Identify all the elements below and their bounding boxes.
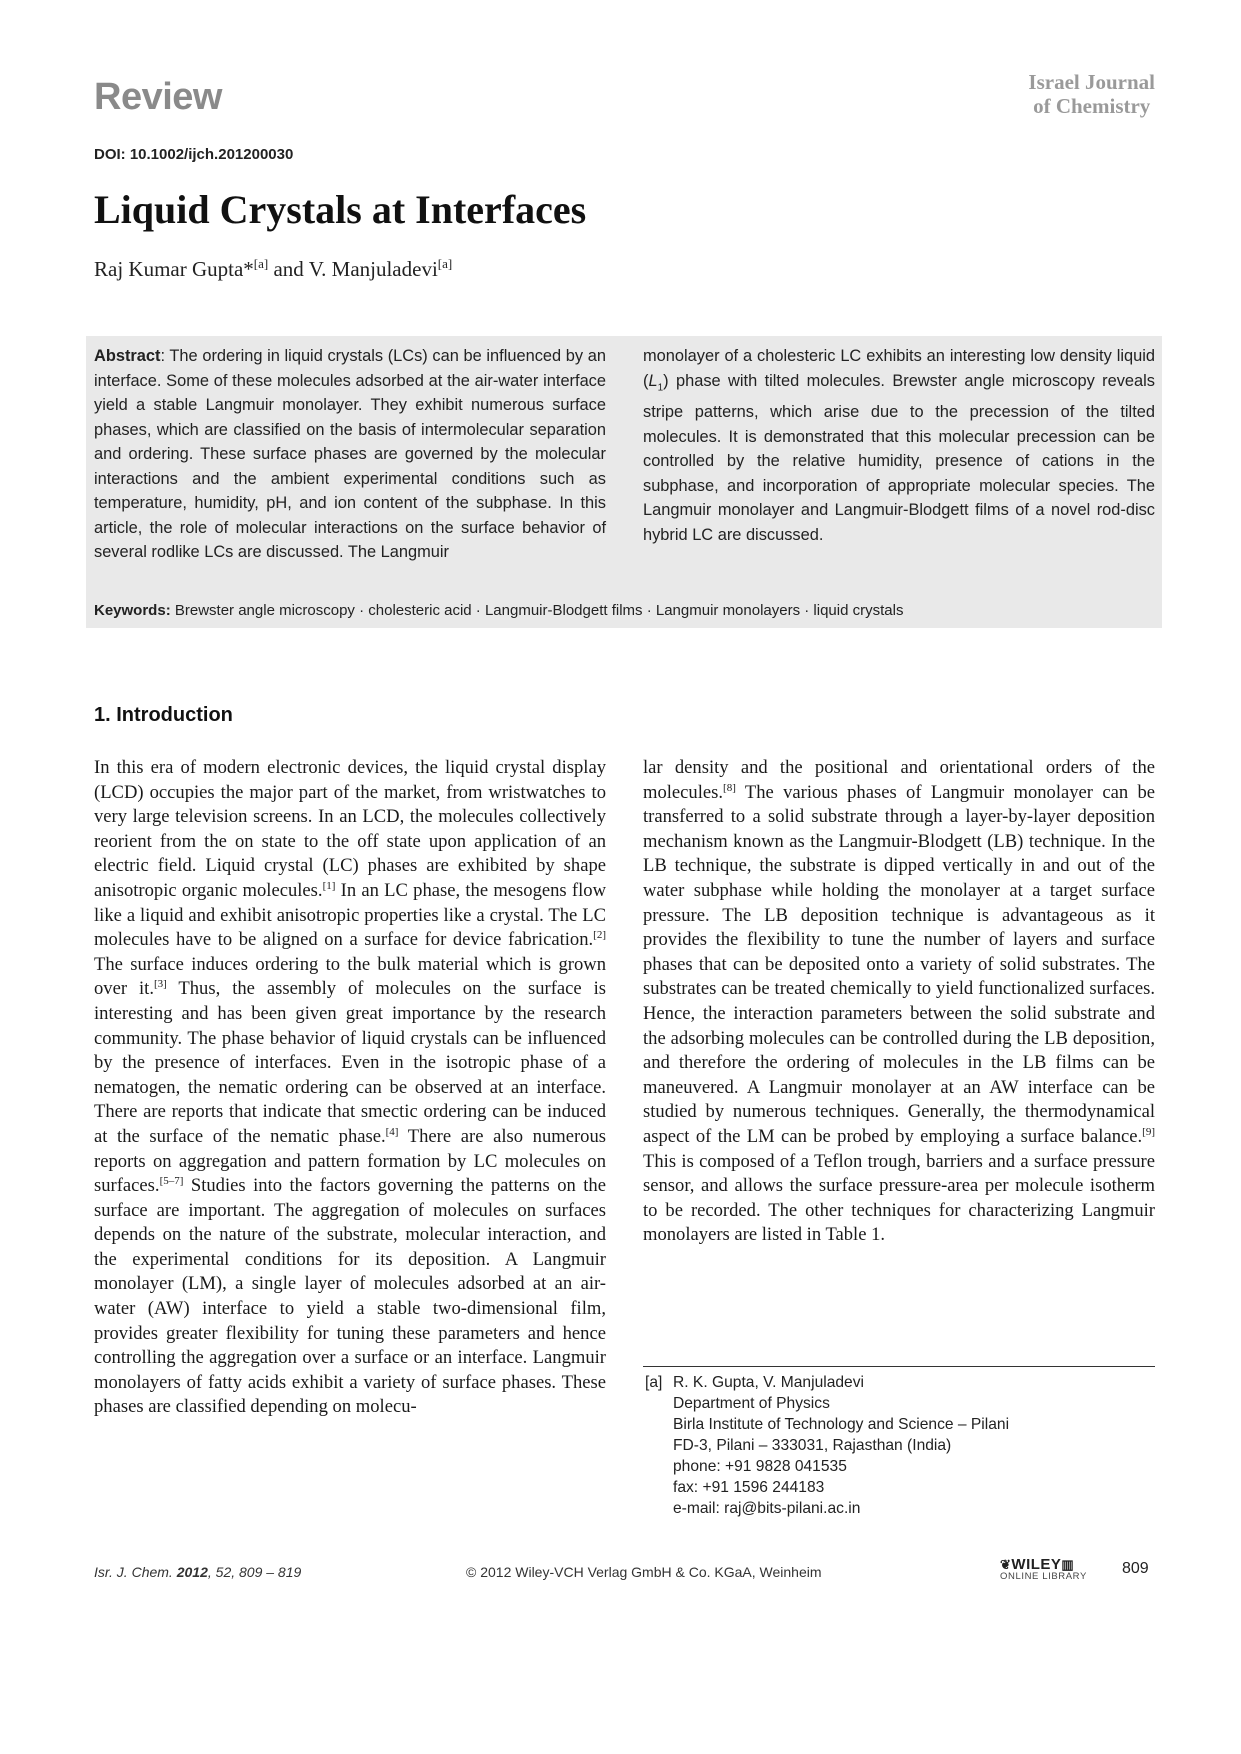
page-number: 809	[1122, 1560, 1149, 1577]
article-title: Liquid Crystals at Interfaces	[94, 187, 587, 232]
affiliation-line: FD-3, Pilani – 333031, Rajasthan (India)	[673, 1437, 952, 1454]
journal-name-line2: of Chemistry	[1033, 94, 1151, 118]
citation-ref[interactable]: [1]	[322, 879, 336, 892]
publisher-name: WILEY	[1011, 1556, 1062, 1573]
footer-citation	[94, 1564, 301, 1580]
affiliation-tag: [a]	[645, 1374, 663, 1391]
body-text: In this era of modern electronic devices, the liquid crystal display (LCD) occupies the major part of the market, from wristwatches to very large television screens. In an LCD, the molecules collectively reorient from the on state to the off state upon application of an electric field. Liquid crystal (LC) phases are exhibited by shape anisotropic organic molecules.	[94, 757, 606, 901]
affiliation-lines	[673, 1372, 1155, 1519]
phase-subscript: 1	[657, 381, 664, 393]
publisher-subtitle: ONLINE LIBRARY	[1000, 1571, 1087, 1582]
footer-year: 2012	[176, 1564, 208, 1580]
body-text: Thus, the assembly of molecules on the surface is interesting and has been given great importance by the research community. The phase behavior of liquid crystals can be influenced by the presence of interfaces. Even in the isotropic phase of a nematogen, the nematic ordering can be observed at an interface. There are reports that indicate that smectic ordering can be induced at the surface of the nematic phase.	[94, 978, 606, 1147]
body-text: In an LC phase, the mesogens flow like a liquid and exhibit anisotropic properties like a crystal. The LC molecules have to be aligned on a surface for device fabrication.	[94, 879, 606, 951]
affiliation-divider	[643, 1366, 1155, 1367]
keywords	[94, 602, 1154, 619]
abstract-text: The ordering in liquid crystals (LCs) can be influenced by an interface. Some of these molecules adsorbed at the air-water interface yield a stable Langmuir monolayer. They exhibit numerous surface phases, which are classified on the basis of intermolecular separation and ordering. These surface phases are governed by the molecular interactions and the ambient experimental conditions such as temperature, humidity, pH, and ion content of the subphase. In this article, the role of molecular interactions on the surface behavior of several rodlike LCs are discussed. The Langmuir	[94, 347, 606, 561]
abstract-column-2	[643, 344, 1155, 547]
section-label: Review	[94, 76, 222, 118]
section-heading-introduction: 1. Introduction	[94, 704, 233, 726]
author-conjunction: and	[268, 257, 309, 281]
abstract-label-separator: :	[160, 347, 170, 365]
journal-name	[1028, 70, 1155, 118]
affiliation-line: phone: +91 9828 041535	[673, 1458, 847, 1475]
author-name: V. Manjuladevi	[308, 257, 438, 281]
abstract-text: ) phase with tilted molecules. Brewster angle microscopy reveals stripe patterns, which arise due to the precession of the tilted molecules. It is demonstrated that this molecular precession can be controlled by the relative humidity, presence of cations in the subphase, and incorporation of appropriate molecular species. The Langmuir monolayer and Langmuir-Blodgett films of a novel rod-disc hybrid LC are discussed.	[643, 371, 1155, 544]
keywords-label: Keywords:	[94, 602, 171, 619]
doi[interactable]: DOI: 10.1002/ijch.201200030	[94, 146, 294, 163]
body-text: Studies into the factors governing the patterns on the surface are important. The aggregation of molecules on surfaces depends on the nature of the substrate, molecular interaction, and the experimental conditions for its deposition. A Langmuir monolayer (LM), a single layer of molecules adsorbed at an air-water (AW) interface to yield a stable two-dimensional film, provides greater flexibility for tuning these parameters and hence controlling the aggregation over a surface or an interface. Langmuir monolayers of fatty acids exhibit a variety of surface phases. These phases are classified depending on molecu-	[94, 1175, 606, 1418]
affiliation-block	[643, 1372, 1155, 1519]
journal-name-line1: Israel Journal	[1028, 70, 1155, 94]
citation-ref[interactable]: [9]	[1142, 1125, 1155, 1138]
footer-copyright: © 2012 Wiley-VCH Verlag GmbH & Co. KGaA, Weinheim	[466, 1564, 822, 1580]
author-list	[94, 256, 452, 282]
abstract-column-1	[94, 344, 606, 565]
body-text: lar density and the positional and orientational orders of the molecules.	[643, 757, 1155, 803]
publisher-mark-icon: ❦	[1000, 1557, 1012, 1572]
phase-symbol: L	[648, 371, 658, 390]
body-column-1	[94, 756, 606, 1420]
abstract-text: monolayer of a cholesteric LC exhibits an interesting low density liquid (	[643, 347, 1155, 390]
affiliation-line: fax: +91 1596 244183	[673, 1479, 825, 1496]
affiliation-email[interactable]: e-mail: raj@bits-pilani.ac.in	[673, 1500, 861, 1517]
body-text: This is composed of a Teflon trough, barriers and a surface pressure sensor, and allows the surface pressure-area per molecule isotherm to be recorded. The other techniques for characterizing Langmuir monolayers are listed in Table 1.	[643, 1150, 1155, 1246]
citation-ref[interactable]: [4]	[385, 1125, 399, 1138]
affiliation-line: Department of Physics	[673, 1395, 830, 1412]
body-column-2	[643, 756, 1155, 1248]
affiliation-marker: [a]	[437, 256, 453, 271]
body-text: The surface induces ordering to the bulk material which is grown over it.	[94, 953, 606, 1000]
affiliation-line: R. K. Gupta, V. Manjuladevi	[673, 1374, 864, 1391]
footer-volume-pages: , 52, 809 – 819	[207, 1564, 302, 1580]
affiliation-marker: [a]	[253, 256, 269, 271]
affiliation-line: Birla Institute of Technology and Science – Pilani	[673, 1416, 1010, 1433]
library-books-icon: ▥	[1061, 1557, 1075, 1572]
citation-ref[interactable]: [8]	[723, 781, 736, 794]
citation-ref[interactable]: [2]	[593, 928, 606, 941]
abstract-label: Abstract	[94, 347, 161, 365]
keywords-text: Brewster angle microscopy · cholesteric acid · Langmuir-Blodgett films · Langmuir monolayers · liquid crystals	[174, 602, 904, 619]
footer-journal-abbr: Isr. J. Chem.	[94, 1564, 177, 1580]
citation-ref[interactable]: [3]	[153, 978, 167, 991]
publisher-logo[interactable]	[1000, 1556, 1100, 1582]
body-text: There are also numerous reports on aggregation and pattern formation by LC molecules on surfaces.	[94, 1125, 606, 1197]
author-name: Raj Kumar Gupta*	[94, 257, 254, 281]
body-text: The various phases of Langmuir monolayer can be transferred to a solid substrate through a layer-by-layer deposition mechanism known as the Langmuir-Blodgett (LB) technique. In the LB technique, the substrate is dipped vertically in and out of the water subphase while holding the monolayer at a target surface pressure. The LB deposition technique is advantageous as it provides the flexibility to tune the number of layers and surface phases that can be deposited onto a variety of solid substrates. The substrates can be treated chemically to yield functionalized surfaces. Hence, the interaction parameters between the solid substrate and the adsorbing molecules can be controlled during the LB deposition, and therefore the ordering of molecules in the LB films can be maneuvered. A Langmuir monolayer at an AW interface can be studied by numerous techniques. Generally, the thermodynamical aspect of the LM can be probed by employing a surface balance.	[643, 781, 1155, 1147]
citation-ref[interactable]: [5–7]	[159, 1174, 184, 1187]
